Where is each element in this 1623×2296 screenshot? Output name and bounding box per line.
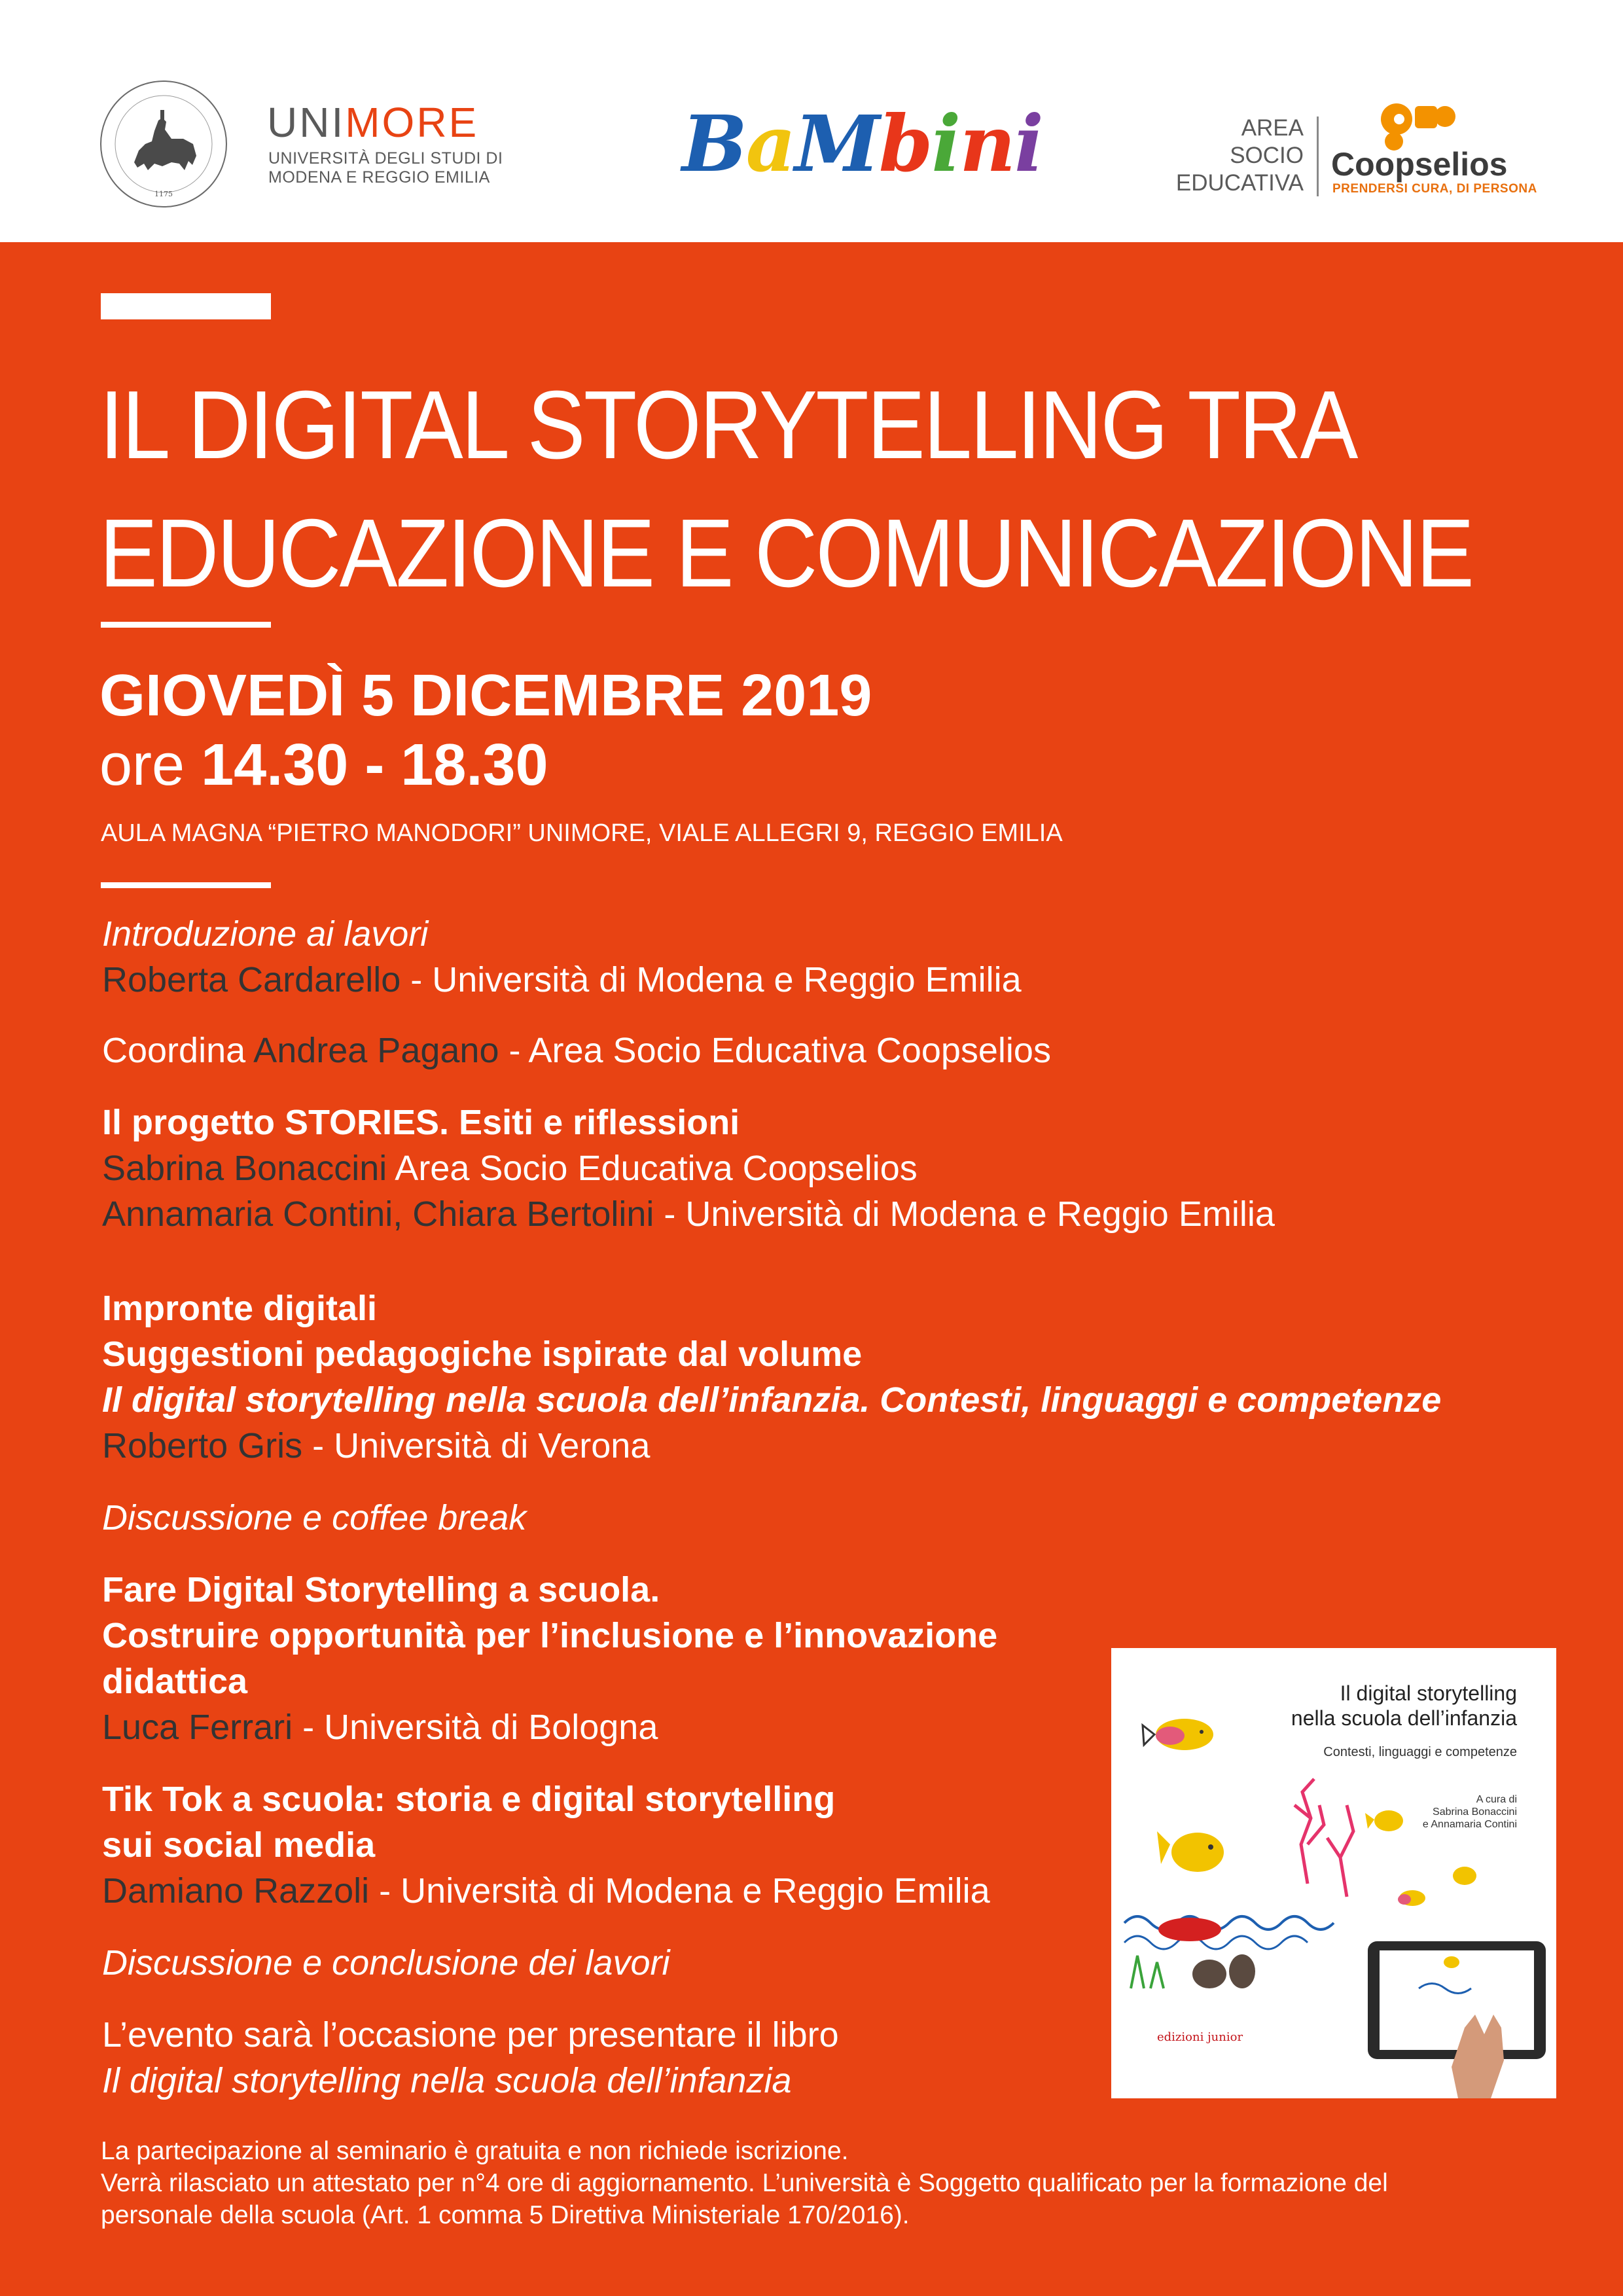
book-cover-title: Il digital storytelling nella scuola dell’infanzia <box>1291 1681 1517 1730</box>
talk3-title-line3: didattica <box>102 1662 248 1701</box>
talk1-speaker2: Annamaria Contini, Chiara Bertolini - Università di Modena e Reggio Emilia <box>102 1194 1275 1234</box>
talk2-title-line2: Suggestioni pedagogiche ispirate dal volume <box>102 1335 863 1374</box>
book-cover-publisher: edizioni junior <box>1157 2030 1243 2044</box>
unimore-subtitle: UNIVERSITÀ DEGLI STUDI DI MODENA E REGGIO EMILIA <box>268 149 503 187</box>
talk2-speaker: Roberto Gris - Università di Verona <box>102 1426 651 1465</box>
bambini-letter: M <box>794 98 879 189</box>
divider-rule <box>101 882 271 888</box>
talk4-speaker: Damiano Razzoli - Università di Modena e Reggio Emilia <box>102 1871 990 1910</box>
footer-line2: Verrà rilasciato un attestato per n°4 ore di aggiornamento. L’università è Soggetto qualificato per la formazione del <box>101 2169 1388 2197</box>
event-time: ore 14.30 - 18.30 <box>99 732 548 798</box>
talk4-title-line1: Tik Tok a scuola: storia e digital storytelling <box>102 1780 836 1819</box>
fish-icon <box>1143 1719 1213 1750</box>
header-logo-bar <box>0 0 1623 242</box>
talk1-speaker1: Sabrina Bonaccini Area Socio Educativa Coopselios <box>102 1149 918 1188</box>
event-title <box>99 361 1472 618</box>
intro-speaker-line: Roberta Cardarello - Università di Modena e Reggio Emilia <box>102 960 1022 999</box>
talk2-book-title: Il digital storytelling nella scuola dell’infanzia. Contesti, linguaggi e competenze <box>102 1380 1442 1420</box>
unimore-wordmark: UNIMORE <box>267 99 479 146</box>
footer-line1: La partecipazione al seminario è gratuita e non richiede iscrizione. <box>101 2137 849 2165</box>
bambini-letter: i <box>1014 98 1043 189</box>
coordinator-line: Coordina Andrea Pagano - Area Socio Educativa Coopselios <box>102 1031 1051 1070</box>
book-cover-subtitle: Contesti, linguaggi e competenze <box>1323 1745 1517 1759</box>
book-note-line1: L’evento sarà l’occasione per presentare il libro <box>102 2015 839 2054</box>
footer-line3: personale della scuola (Art. 1 comma 5 Direttiva Ministeriale 170/2016). <box>101 2201 910 2229</box>
divider-rule <box>101 622 271 628</box>
fish-icon <box>1453 1867 1476 1885</box>
event-title-line1: IL DIGITAL STORYTELLING TRA <box>99 371 1357 479</box>
bambini-letter: b <box>878 98 932 189</box>
break-label: Discussione e coffee break <box>102 1498 527 1537</box>
fish-icon <box>1365 1810 1403 1831</box>
footer-notes <box>101 2135 1388 2231</box>
event-date: GIOVEDÌ 5 DICEMBRE 2019 <box>99 663 872 728</box>
coopselios-wordmark: Coopselios <box>1331 146 1508 183</box>
talk1-title: Il progetto STORIES. Esiti e riflessioni <box>102 1103 740 1142</box>
event-venue: AULA MAGNA “PIETRO MANODORI” UNIMORE, VIALE ALLEGRI 9, REGGIO EMILIA <box>101 819 1063 847</box>
coopselios-tagline: PRENDERSI CURA, DI PERSONA <box>1332 182 1537 196</box>
unimore-seal-logo <box>98 79 229 209</box>
bambini-letter: i <box>931 98 960 189</box>
talk3-title-line2: Costruire opportunità per l’inclusione e l’innovazione <box>102 1616 998 1655</box>
logo-divider <box>1317 117 1319 196</box>
book-note-title: Il digital storytelling nella scuola dell’infanzia <box>102 2061 792 2100</box>
top-accent-bar <box>101 293 271 319</box>
svg-text:1175: 1175 <box>154 190 173 198</box>
talk3-speaker: Luca Ferrari - Università di Bologna <box>102 1708 658 1747</box>
talk3-title-line1: Fare Digital Storytelling a scuola. <box>102 1570 660 1609</box>
talk2-title-line1: Impronte digitali <box>102 1289 378 1328</box>
book-cover-curators: A cura di Sabrina Bonaccini e Annamaria Contini <box>1422 1794 1517 1830</box>
fish-icon <box>1398 1890 1425 1906</box>
bambini-logo <box>682 98 1043 189</box>
talk4-title-line2: sui social media <box>102 1825 376 1865</box>
event-title-line2: EDUCAZIONE E COMUNICAZIONE <box>99 499 1473 607</box>
closing-label: Discussione e conclusione dei lavori <box>102 1943 670 1982</box>
intro-label: Introduzione ai lavori <box>102 914 429 954</box>
bambini-letter: B <box>682 98 746 189</box>
bambini-letter: n <box>959 98 1014 189</box>
area-socio-educativa-label: AREA SOCIO EDUCATIVA <box>1175 115 1304 196</box>
bambini-letter: a <box>745 98 795 189</box>
book-cover <box>1111 1648 1556 2098</box>
fish-icon <box>1157 1831 1224 1872</box>
